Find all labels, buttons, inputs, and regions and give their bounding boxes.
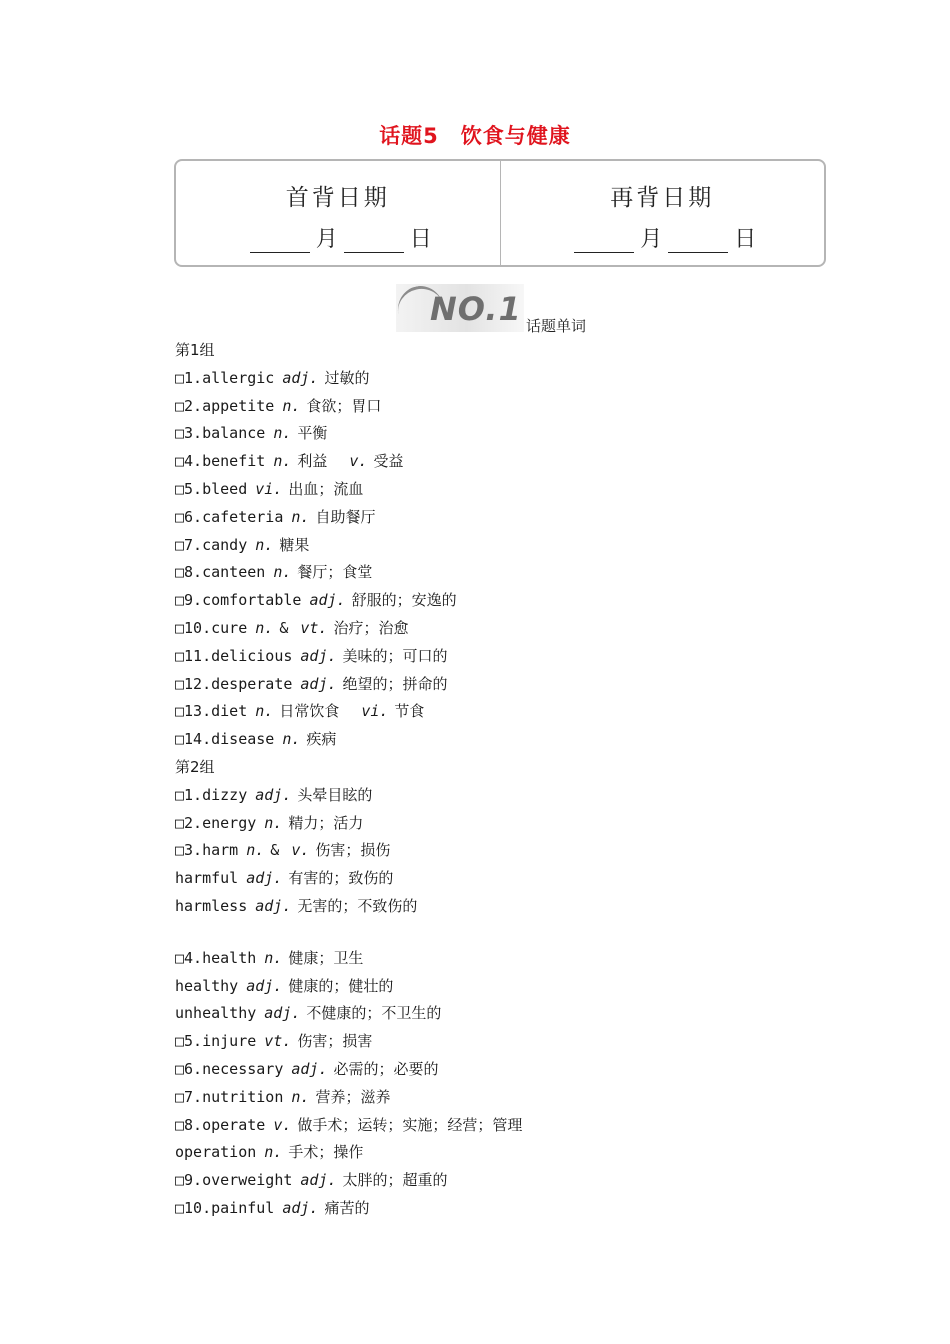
part-of-speech: adj. xyxy=(300,1171,337,1190)
meaning: 平衡 xyxy=(297,424,328,443)
second-review-date-line xyxy=(501,222,825,253)
vocab-word: □2.energy xyxy=(175,813,257,832)
review-date-box xyxy=(174,159,826,267)
vocab-word: □5.injure xyxy=(175,1032,257,1051)
vocab-word: □8.operate xyxy=(175,1115,266,1134)
vocab-entry xyxy=(175,1087,390,1107)
meaning: 不健康的；不卫生的 xyxy=(306,1004,442,1023)
part-of-speech: v. xyxy=(273,1115,292,1134)
meaning: 糖果 xyxy=(279,535,310,554)
vocab-entry xyxy=(175,562,372,582)
part-of-speech: n. xyxy=(255,535,274,554)
section-badge xyxy=(396,284,524,332)
section-number: NO.1 xyxy=(430,290,522,328)
meaning: 必需的；必要的 xyxy=(333,1060,439,1078)
part-of-speech: n. xyxy=(282,396,301,415)
meaning: 精力；活力 xyxy=(288,813,364,832)
meaning: 自助餐厅 xyxy=(315,507,376,526)
meaning: 食欲；胃口 xyxy=(306,396,382,415)
meaning: 健康的；健壮的 xyxy=(288,976,394,995)
meaning: 受益 xyxy=(373,452,404,471)
ampersand: & xyxy=(279,619,289,637)
month-blank xyxy=(250,230,310,253)
vocab-word: □12.desperate xyxy=(175,674,293,693)
vocab-word: □4.benefit xyxy=(175,452,266,471)
vocab-entry xyxy=(175,813,363,833)
vocab-entry xyxy=(175,646,448,666)
part-of-speech: adj. xyxy=(246,869,283,888)
part-of-speech: adj. xyxy=(255,897,292,915)
part-of-speech: v. xyxy=(291,841,310,860)
vocab-word: healthy xyxy=(175,976,239,995)
vocab-word: □1.dizzy xyxy=(175,785,248,804)
part-of-speech: adj. xyxy=(300,674,337,693)
part-of-speech: adj. xyxy=(309,591,346,610)
meaning: 有害的；致伤的 xyxy=(288,869,394,888)
vocab-entry xyxy=(175,479,363,499)
part-of-speech: n. xyxy=(273,563,292,582)
second-review-date xyxy=(500,161,825,265)
vocab-entry xyxy=(175,701,424,721)
day-blank xyxy=(344,230,404,253)
meaning: 过敏的 xyxy=(324,368,370,387)
vocab-word: □9.comfortable xyxy=(175,591,302,610)
meaning: 绝望的；拼命的 xyxy=(342,674,448,693)
part-of-speech: adj. xyxy=(300,646,337,665)
vocab-entry xyxy=(175,785,372,805)
vocab-word: □4.health xyxy=(175,948,257,967)
part-of-speech: adj. xyxy=(291,1060,328,1078)
meaning: 日常饮食 xyxy=(279,702,340,721)
part-of-speech: n. xyxy=(264,948,283,967)
vocab-entry xyxy=(175,590,457,610)
part-of-speech: v. xyxy=(349,452,368,471)
vocab-entry xyxy=(175,423,327,443)
meaning: 疾病 xyxy=(306,730,337,749)
vocab-word: □8.canteen xyxy=(175,563,266,582)
vocab-entry xyxy=(175,1031,372,1051)
vocab-word: □5.bleed xyxy=(175,480,248,498)
vocab-entry xyxy=(175,1115,522,1135)
meaning: 节食 xyxy=(394,702,425,721)
part-of-speech: vt. xyxy=(300,619,328,637)
day-blank xyxy=(668,230,728,253)
meaning: 无害的；不致伤的 xyxy=(297,897,418,915)
meaning: 治疗；治愈 xyxy=(333,619,409,637)
vocab-word: □13.diet xyxy=(175,702,248,721)
vocab-word: unhealthy xyxy=(175,1004,257,1023)
vocab-word: □2.appetite xyxy=(175,396,275,415)
vocab-entry xyxy=(175,976,393,996)
part-of-speech: n. xyxy=(291,507,310,526)
vocab-entry xyxy=(175,396,381,416)
day-char: 日 xyxy=(734,227,757,252)
group-label: 第2组 xyxy=(175,758,215,776)
vocab-word: □6.necessary xyxy=(175,1060,284,1078)
part-of-speech: vi. xyxy=(361,702,389,721)
vocab-entry xyxy=(175,1198,369,1218)
part-of-speech: adj. xyxy=(282,368,319,387)
part-of-speech: adj. xyxy=(255,785,292,804)
part-of-speech: n. xyxy=(255,619,274,637)
part-of-speech: adj. xyxy=(282,1199,319,1217)
part-of-speech: n. xyxy=(264,1143,283,1162)
vocab-entry xyxy=(175,535,309,555)
vocab-word: □3.balance xyxy=(175,424,266,443)
ampersand: & xyxy=(270,841,280,860)
section-label: 话题单词 xyxy=(526,317,587,335)
vocab-entry xyxy=(175,507,375,527)
vocab-word: operation xyxy=(175,1143,257,1162)
part-of-speech: n. xyxy=(255,702,274,721)
vocab-word: harmless xyxy=(175,897,248,915)
group-label: 第1组 xyxy=(175,341,215,359)
meaning: 手术；操作 xyxy=(288,1143,364,1162)
vocab-word: □7.candy xyxy=(175,535,248,554)
meaning: 伤害；损害 xyxy=(297,1032,373,1051)
part-of-speech: n. xyxy=(291,1087,310,1106)
meaning: 健康；卫生 xyxy=(288,948,364,967)
vocab-entry xyxy=(175,868,393,888)
month-char: 月 xyxy=(640,227,663,252)
meaning: 痛苦的 xyxy=(324,1199,370,1217)
part-of-speech: n. xyxy=(273,452,292,471)
part-of-speech: n. xyxy=(282,730,301,749)
vocab-word: □6.cafeteria xyxy=(175,507,284,526)
meaning: 餐厅；食堂 xyxy=(297,563,373,582)
vocab-word: □11.delicious xyxy=(175,646,293,665)
first-review-date xyxy=(176,161,500,265)
vocab-entry xyxy=(175,729,336,749)
part-of-speech: n. xyxy=(264,813,283,832)
meaning: 利益 xyxy=(297,452,328,471)
vocab-word: □1.allergic xyxy=(175,368,275,387)
vocab-entry xyxy=(175,896,417,916)
meaning: 舒服的；安逸的 xyxy=(351,591,457,610)
meaning: 头晕目眩的 xyxy=(297,785,373,804)
part-of-speech: n. xyxy=(273,424,292,443)
vocab-word: □7.nutrition xyxy=(175,1087,284,1106)
first-review-label: 首背日期 xyxy=(285,185,390,211)
second-review-label: 再背日期 xyxy=(610,185,715,211)
part-of-speech: vt. xyxy=(264,1032,292,1051)
vocab-entry xyxy=(175,1003,441,1023)
part-of-speech: n. xyxy=(246,841,265,860)
meaning: 营养；滋养 xyxy=(315,1087,391,1106)
vocab-entry xyxy=(175,1142,363,1162)
vocab-word: □10.painful xyxy=(175,1199,275,1217)
vocab-word: □10.cure xyxy=(175,619,248,637)
vocab-word: □14.disease xyxy=(175,730,275,749)
vocab-entry xyxy=(175,368,369,388)
part-of-speech: vi. xyxy=(255,480,283,498)
meaning: 出血；流血 xyxy=(288,480,364,498)
vocab-entry xyxy=(175,1170,448,1190)
vocab-word: □9.overweight xyxy=(175,1171,293,1190)
part-of-speech: adj. xyxy=(246,976,283,995)
vocab-entry xyxy=(175,948,363,968)
part-of-speech: adj. xyxy=(264,1004,301,1023)
meaning: 做手术；运转；实施；经营；管理 xyxy=(297,1115,523,1134)
meaning: 太胖的；超重的 xyxy=(342,1171,448,1190)
first-review-date-line xyxy=(176,222,500,253)
page-title: 话题5 饮食与健康 xyxy=(379,124,571,148)
month-blank xyxy=(574,230,634,253)
month-char: 月 xyxy=(315,227,338,252)
vocab-entry xyxy=(175,451,403,471)
vocab-entry xyxy=(175,1059,439,1079)
vocab-entry xyxy=(175,674,448,694)
meaning: 美味的；可口的 xyxy=(342,646,448,665)
meaning: 伤害；损伤 xyxy=(315,841,391,860)
vocab-word: □3.harm xyxy=(175,841,239,860)
vocab-entry xyxy=(175,840,390,860)
day-char: 日 xyxy=(409,227,432,252)
vocab-entry xyxy=(175,618,408,638)
vocab-word: harmful xyxy=(175,869,239,888)
